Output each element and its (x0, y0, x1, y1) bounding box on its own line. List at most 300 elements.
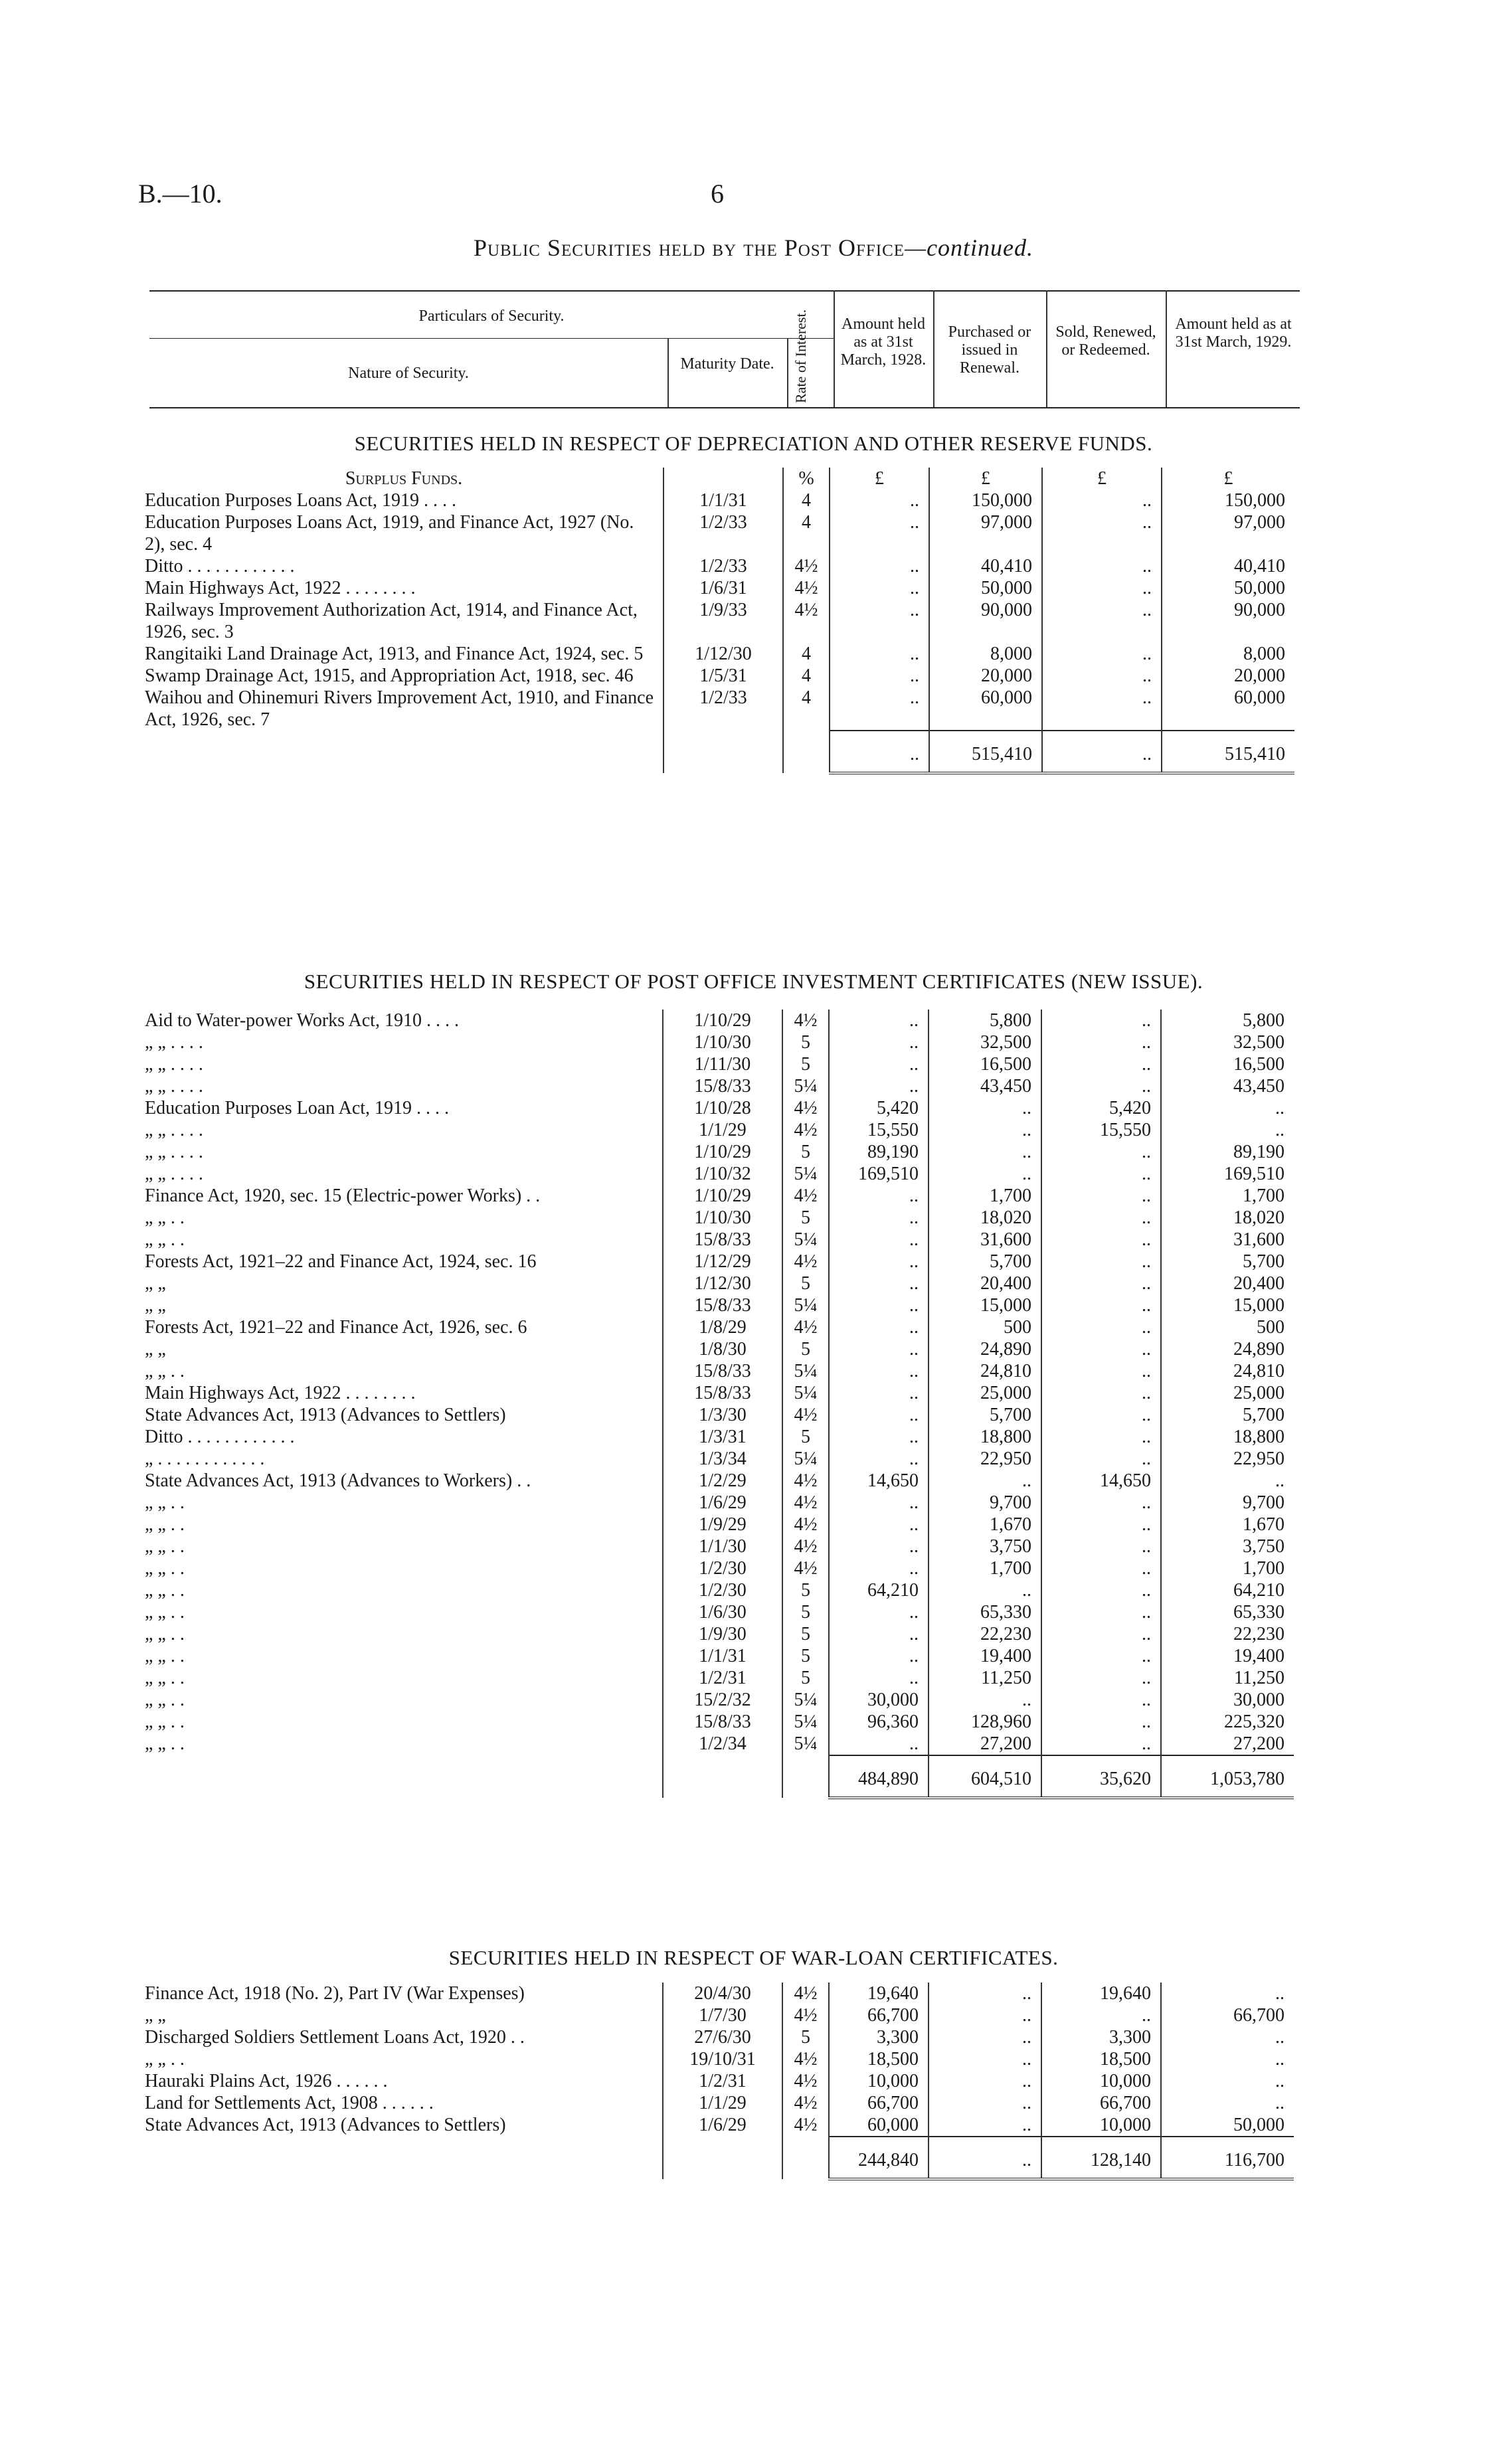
maturity-cell: 1/2/34 (663, 1733, 782, 1755)
nature-cell: State Advances Act, 1913 (Advances to Workers) . . (145, 1470, 531, 1491)
maturity-cell: 1/10/29 (663, 1185, 782, 1207)
maturity-cell: 1/12/30 (664, 643, 783, 665)
table-row (145, 489, 1294, 511)
purchased-cell: .. (929, 1579, 1041, 1601)
nature-cell: „ „ . . (145, 1580, 185, 1601)
purchased-cell: .. (929, 2092, 1041, 2114)
table-row (145, 1470, 1294, 1492)
nature-cell: Discharged Soldiers Settlement Loans Act, 1920 . . (145, 2027, 525, 2048)
held-1928-cell: .. (829, 1075, 929, 1097)
nature-cell: Waihou and Ohinemuri Rivers Improvement Act, 1910, and Finance Act, 1926, sec. 7 (145, 687, 654, 730)
table-row (145, 1689, 1294, 1711)
nature-cell: „ „ . . (145, 1624, 185, 1644)
nature-cell: „ „ . . . . (145, 1032, 203, 1053)
sold-header: Sold, Renewed, or Redeemed. (1055, 323, 1156, 359)
rate-cell: 4½ (782, 1251, 829, 1273)
held-1929-cell: 30,000 (1161, 1689, 1294, 1711)
held-1928-cell: .. (829, 1448, 929, 1470)
nature-cell: „ „ . . . . (145, 1164, 203, 1184)
maturity-cell: 1/6/29 (663, 2114, 782, 2137)
table-row (145, 1404, 1294, 1426)
purchased-cell: 150,000 (929, 489, 1042, 511)
held-1929-cell: 1,700 (1161, 1185, 1294, 1207)
held-1929-cell: 11,250 (1161, 1667, 1294, 1689)
nature-cell: State Advances Act, 1913 (Advances to Settlers) (145, 1405, 506, 1425)
maturity-cell: 1/3/30 (663, 1404, 782, 1426)
purchased-cell: 5,800 (929, 1010, 1041, 1031)
purchased-cell: 25,000 (929, 1382, 1041, 1404)
nature-cell: „ „ . . (145, 1514, 185, 1535)
sold-cell: .. (1041, 1645, 1161, 1667)
held-1928-cell: .. (829, 1514, 929, 1536)
held-1929-cell: 1,700 (1161, 1557, 1294, 1579)
held-1929-cell: 90,000 (1162, 599, 1294, 643)
purchased-cell: 50,000 (929, 577, 1042, 599)
sold-cell: .. (1041, 1207, 1161, 1229)
sold-cell: 3,300 (1041, 2026, 1161, 2048)
nature-cell: Main Highways Act, 1922 . . . . . . . . (145, 1383, 416, 1403)
nature-cell: „ „ . . (145, 2049, 185, 2069)
sold-cell: 10,000 (1041, 2070, 1161, 2092)
purchased-cell: 1,700 (929, 1185, 1041, 1207)
held-1929-cell: 27,200 (1161, 1733, 1294, 1755)
held-1928-cell: .. (829, 1492, 929, 1514)
table-row (145, 1623, 1294, 1645)
table-row (145, 1426, 1294, 1448)
nature-cell: Aid to Water-power Works Act, 1910 . . . . (145, 1010, 459, 1031)
maturity-cell: 1/10/32 (663, 1163, 782, 1185)
nature-cell: „ „ (145, 1295, 166, 1316)
held-1929-cell: 15,000 (1161, 1294, 1294, 1316)
held-1928-cell: 19,640 (829, 1982, 929, 2004)
held-1928-cell: 5,420 (829, 1097, 929, 1119)
table-row (145, 643, 1294, 665)
total-held-1928: 484,890 (829, 1755, 929, 1798)
held-1928-cell: .. (829, 1360, 929, 1382)
purchased-cell: 5,700 (929, 1404, 1041, 1426)
column-header (149, 290, 1300, 408)
table-row (145, 577, 1294, 599)
held-1928-header: Amount held as at 31st March, 1928. (840, 315, 927, 369)
held-1929-cell: 31,600 (1161, 1229, 1294, 1251)
held-1928-cell: .. (830, 687, 929, 731)
rate-cell: 5¼ (782, 1360, 829, 1382)
rate-cell: 4½ (782, 1097, 829, 1119)
nature-cell: „ „ . . . . (145, 1054, 203, 1075)
rate-cell: 5¼ (782, 1448, 829, 1470)
total-sold: 128,140 (1041, 2137, 1161, 2179)
nature-cell: Education Purposes Loans Act, 1919 . . . . (145, 490, 456, 511)
maturity-cell: 27/6/30 (663, 2026, 782, 2048)
table-row (145, 1075, 1294, 1097)
table-row (145, 1338, 1294, 1360)
held-1928-cell: 15,550 (829, 1119, 929, 1141)
table-row (145, 1316, 1294, 1338)
maturity-cell: 15/8/33 (663, 1229, 782, 1251)
nature-cell: Education Purposes Loans Act, 1919, and Finance Act, 1927 (No. 2), sec. 4 (145, 512, 634, 555)
title-continued: —continued. (905, 234, 1034, 261)
rate-cell: 5¼ (782, 1382, 829, 1404)
held-1928-cell: .. (829, 1623, 929, 1645)
rate-cell: 5¼ (782, 1711, 829, 1733)
maturity-cell: 1/10/28 (663, 1097, 782, 1119)
purchased-cell: .. (929, 2070, 1041, 2092)
maturity-cell: 1/2/31 (663, 2070, 782, 2092)
sold-cell: .. (1041, 1733, 1161, 1755)
table-row (145, 2114, 1294, 2137)
sold-cell: .. (1041, 1251, 1161, 1273)
held-1929-cell: 43,450 (1161, 1075, 1294, 1097)
nature-cell: Hauraki Plains Act, 1926 . . . . . . (145, 2071, 388, 2091)
held-1928-cell: 18,500 (829, 2048, 929, 2070)
section1-title: SECURITIES HELD IN RESPECT OF DEPRECIATION AND OTHER RESERVE FUNDS. (354, 432, 1153, 455)
maturity-cell: 1/2/33 (664, 511, 783, 555)
total-sold: 35,620 (1041, 1755, 1161, 1798)
rate-cell: 5¼ (782, 1294, 829, 1316)
nature-cell: Ditto . . . . . . . . . . . . (145, 556, 295, 576)
table-row (145, 1273, 1294, 1294)
purchased-cell: 8,000 (929, 643, 1042, 665)
purchased-cell: 128,960 (929, 1711, 1041, 1733)
maturity-cell: 1/6/31 (664, 577, 783, 599)
nature-cell: „ „ . . (145, 1229, 185, 1250)
held-1928-cell: .. (830, 665, 929, 687)
held-1928-cell: 60,000 (829, 2114, 929, 2137)
rate-cell: 5 (782, 1053, 829, 1075)
nature-cell: „ . . . . . . . . . . . . (145, 1449, 265, 1469)
rate-cell: 4½ (782, 1557, 829, 1579)
held-1929-cell: .. (1161, 1982, 1294, 2004)
held-1929-cell: 18,020 (1161, 1207, 1294, 1229)
held-1928-cell: .. (829, 1273, 929, 1294)
total-held-1929: 1,053,780 (1161, 1755, 1294, 1798)
sold-cell: .. (1041, 1031, 1161, 1053)
unit-rate: % (783, 468, 830, 489)
maturity-cell: 1/10/29 (663, 1010, 782, 1031)
unit-held-1929: £ (1162, 468, 1294, 489)
rate-cell: 5¼ (782, 1229, 829, 1251)
sold-cell: .. (1041, 1338, 1161, 1360)
page-title (0, 234, 1507, 262)
held-1929-cell: 25,000 (1161, 1382, 1294, 1404)
nature-cell: „ „ (145, 1273, 166, 1294)
purchased-cell: .. (929, 2004, 1041, 2026)
table-row (145, 599, 1294, 643)
purchased-cell: 22,950 (929, 1448, 1041, 1470)
held-1929-cell: 24,890 (1161, 1338, 1294, 1360)
table-row (145, 1492, 1294, 1514)
nature-cell: Finance Act, 1918 (No. 2), Part IV (War Expenses) (145, 1983, 525, 2004)
total-held-1928: .. (830, 731, 929, 773)
purchased-cell: 11,250 (929, 1667, 1041, 1689)
nature-cell: Swamp Drainage Act, 1915, and Appropriation Act, 1918, sec. 46 (145, 665, 634, 686)
sold-cell: .. (1041, 1316, 1161, 1338)
table-row (145, 1645, 1294, 1667)
sold-cell: .. (1041, 1163, 1161, 1185)
total-held-1929: 116,700 (1161, 2137, 1294, 2179)
rate-cell: 4½ (782, 2092, 829, 2114)
total-held-1928: 244,840 (829, 2137, 929, 2179)
maturity-cell: 1/6/30 (663, 1601, 782, 1623)
total-sold: .. (1042, 731, 1162, 773)
unit-sold: £ (1042, 468, 1162, 489)
section2-table (145, 1010, 1294, 1799)
rate-cell: 5¼ (782, 1733, 829, 1755)
held-1929-cell: 32,500 (1161, 1031, 1294, 1053)
sold-cell: .. (1041, 1711, 1161, 1733)
nature-cell: „ „ . . . . (145, 1120, 203, 1140)
purchased-cell: 22,230 (929, 1623, 1041, 1645)
table-row (145, 1229, 1294, 1251)
held-1928-cell: .. (829, 1251, 929, 1273)
nature-header: Nature of Security. (348, 365, 469, 382)
held-1929-cell: 64,210 (1161, 1579, 1294, 1601)
purchased-cell: 20,400 (929, 1273, 1041, 1294)
maturity-cell: 1/2/30 (663, 1557, 782, 1579)
held-1929-cell: 3,750 (1161, 1536, 1294, 1557)
held-1929-cell: 40,410 (1162, 555, 1294, 577)
maturity-cell: 1/7/30 (663, 2004, 782, 2026)
nature-cell: Education Purposes Loan Act, 1919 . . . . (145, 1098, 450, 1118)
purchased-cell: .. (929, 1982, 1041, 2004)
table-row (145, 511, 1294, 555)
rate-cell: 5 (782, 1031, 829, 1053)
held-1928-cell: .. (829, 1536, 929, 1557)
maturity-cell: 15/2/32 (663, 1689, 782, 1711)
held-1929-cell: 5,700 (1161, 1404, 1294, 1426)
rate-cell: 4½ (782, 1010, 829, 1031)
held-1929-cell: .. (1161, 1119, 1294, 1141)
purchased-cell: 9,700 (929, 1492, 1041, 1514)
table-row (145, 1448, 1294, 1470)
rate-cell: 4½ (782, 1982, 829, 2004)
table-row (145, 1360, 1294, 1382)
sold-cell: 15,550 (1041, 1119, 1161, 1141)
held-1928-cell: .. (829, 1316, 929, 1338)
rate-cell: 4½ (782, 2048, 829, 2070)
held-1928-cell: .. (829, 1733, 929, 1755)
rate-cell: 4½ (782, 1404, 829, 1426)
table-row (145, 1711, 1294, 1733)
purchased-cell: 1,700 (929, 1557, 1041, 1579)
table-row (145, 1141, 1294, 1163)
rate-cell: 4½ (782, 1119, 829, 1141)
held-1928-cell: 169,510 (829, 1163, 929, 1185)
purchased-cell: 20,000 (929, 665, 1042, 687)
section2-title: SECURITIES HELD IN RESPECT OF POST OFFICE INVESTMENT CERTIFICATES (NEW ISSUE). (304, 970, 1203, 993)
rate-cell: 4½ (782, 1470, 829, 1492)
sold-cell: .. (1041, 1601, 1161, 1623)
rate-cell: 5¼ (782, 1163, 829, 1185)
table-row (145, 687, 1294, 731)
held-1928-cell: .. (830, 511, 929, 555)
sold-cell: 19,640 (1041, 1982, 1161, 2004)
table-row (145, 1097, 1294, 1119)
nature-cell: Land for Settlements Act, 1908 . . . . . . (145, 2093, 434, 2113)
maturity-cell: 1/2/29 (663, 1470, 782, 1492)
rate-cell: 5 (782, 1601, 829, 1623)
table-row (145, 1536, 1294, 1557)
held-1928-cell: .. (830, 577, 929, 599)
maturity-cell: 1/1/30 (663, 1536, 782, 1557)
table-row (145, 1119, 1294, 1141)
section3-table (145, 1982, 1294, 2180)
maturity-cell: 1/6/29 (663, 1492, 782, 1514)
held-1929-cell: .. (1161, 1470, 1294, 1492)
maturity-cell: 1/2/33 (664, 555, 783, 577)
table-row (145, 665, 1294, 687)
rate-cell: 4 (783, 665, 830, 687)
sold-cell: .. (1042, 665, 1162, 687)
maturity-cell: 1/8/29 (663, 1316, 782, 1338)
held-1928-cell: .. (829, 1053, 929, 1075)
title-main: Public Securities held by the Post Office (473, 234, 905, 261)
purchased-cell: 19,400 (929, 1645, 1041, 1667)
table-row (145, 2004, 1294, 2026)
rate-cell: 5¼ (782, 1075, 829, 1097)
purchased-cell: 5,700 (929, 1251, 1041, 1273)
maturity-cell: 1/8/30 (663, 1338, 782, 1360)
rate-cell: 4½ (782, 2004, 829, 2026)
rate-cell: 5 (782, 1207, 829, 1229)
nature-cell: „ „ . . (145, 1207, 185, 1228)
maturity-cell: 1/10/29 (663, 1141, 782, 1163)
purchased-header: Purchased or issued in Renewal. (948, 323, 1031, 377)
rate-cell: 4 (783, 511, 830, 555)
nature-cell: „ „ . . (145, 1690, 185, 1710)
total-row (145, 1755, 1294, 1798)
held-1929-cell: 65,330 (1161, 1601, 1294, 1623)
maturity-cell: 15/8/33 (663, 1360, 782, 1382)
nature-cell: Rangitaiki Land Drainage Act, 1913, and Finance Act, 1924, sec. 5 (145, 644, 644, 664)
held-1929-cell: 150,000 (1162, 489, 1294, 511)
rate-cell: 4½ (782, 1185, 829, 1207)
maturity-cell: 1/9/33 (664, 599, 783, 643)
sold-cell: .. (1041, 1426, 1161, 1448)
sold-cell: .. (1041, 1294, 1161, 1316)
rate-cell: 5 (782, 2026, 829, 2048)
purchased-cell: .. (929, 2114, 1041, 2137)
sold-cell: 5,420 (1041, 1097, 1161, 1119)
held-1928-cell: .. (829, 1185, 929, 1207)
held-1928-cell: .. (829, 1294, 929, 1316)
held-1929-cell: 5,800 (1161, 1010, 1294, 1031)
held-1929-cell: 16,500 (1161, 1053, 1294, 1075)
held-1929-cell: .. (1161, 2048, 1294, 2070)
held-1928-cell: 96,360 (829, 1711, 929, 1733)
rate-cell: 4 (783, 643, 830, 665)
nature-cell: „ „ . . (145, 1361, 185, 1381)
purchased-cell: 27,200 (929, 1733, 1041, 1755)
held-1928-cell: .. (829, 1338, 929, 1360)
held-1929-cell: 22,230 (1161, 1623, 1294, 1645)
purchased-cell: 15,000 (929, 1294, 1041, 1316)
purchased-cell: 500 (929, 1316, 1041, 1338)
page-number: 6 (711, 179, 724, 209)
maturity-cell: 15/8/33 (663, 1075, 782, 1097)
maturity-cell: 15/8/33 (663, 1294, 782, 1316)
sold-cell: .. (1042, 687, 1162, 731)
purchased-cell: 65,330 (929, 1601, 1041, 1623)
table-row (145, 1982, 1294, 2004)
particulars-header: Particulars of Security. (418, 308, 565, 325)
held-1928-cell: .. (830, 643, 929, 665)
maturity-cell: 1/1/31 (663, 1645, 782, 1667)
purchased-cell: .. (929, 1097, 1041, 1119)
held-1928-cell: .. (829, 1404, 929, 1426)
table-row (145, 1163, 1294, 1185)
held-1929-cell: 1,670 (1161, 1514, 1294, 1536)
held-1929-cell: 9,700 (1161, 1492, 1294, 1514)
purchased-cell: 16,500 (929, 1053, 1041, 1075)
section1-table (145, 468, 1294, 774)
rate-header: Rate of Interest. (792, 309, 809, 403)
held-1928-cell: .. (830, 599, 929, 643)
purchased-cell: 60,000 (929, 687, 1042, 731)
held-1928-cell: .. (829, 1601, 929, 1623)
purchased-cell: .. (929, 1163, 1041, 1185)
maturity-cell: 1/1/31 (664, 489, 783, 511)
maturity-header: Maturity Date. (680, 355, 774, 373)
purchased-cell: 97,000 (929, 511, 1042, 555)
table-row (145, 1382, 1294, 1404)
purchased-cell: 18,020 (929, 1207, 1041, 1229)
held-1929-cell: 18,800 (1161, 1426, 1294, 1448)
table-row (145, 2048, 1294, 2070)
held-1929-header: Amount held as at 31st March, 1929. (1175, 315, 1292, 351)
sold-cell: 14,650 (1041, 1470, 1161, 1492)
held-1928-cell: .. (829, 1031, 929, 1053)
purchased-cell: .. (929, 1470, 1041, 1492)
held-1928-cell: .. (829, 1645, 929, 1667)
table-row (145, 1579, 1294, 1601)
rate-cell: 5 (782, 1645, 829, 1667)
held-1928-cell: .. (829, 1229, 929, 1251)
sold-cell: .. (1041, 1141, 1161, 1163)
table-row (145, 1601, 1294, 1623)
sold-cell: .. (1041, 1689, 1161, 1711)
sold-cell: .. (1041, 1273, 1161, 1294)
nature-cell: Ditto . . . . . . . . . . . . (145, 1427, 295, 1447)
nature-cell: Main Highways Act, 1922 . . . . . . . . (145, 578, 416, 598)
purchased-cell: .. (929, 2048, 1041, 2070)
sold-cell: .. (1041, 1667, 1161, 1689)
nature-cell: „ „ . . (145, 1712, 185, 1732)
rate-cell: 4½ (782, 1536, 829, 1557)
held-1929-cell: 24,810 (1161, 1360, 1294, 1382)
table-row (145, 1031, 1294, 1053)
purchased-cell: 1,670 (929, 1514, 1041, 1536)
table-row (145, 555, 1294, 577)
rate-cell: 4½ (782, 1492, 829, 1514)
table-row (145, 1733, 1294, 1755)
sold-cell: 10,000 (1041, 2114, 1161, 2137)
rate-cell: 4½ (782, 1514, 829, 1536)
maturity-cell: 1/9/29 (663, 1514, 782, 1536)
held-1929-cell: 19,400 (1161, 1645, 1294, 1667)
sold-cell: .. (1042, 643, 1162, 665)
maturity-cell: 1/10/30 (663, 1031, 782, 1053)
total-purchased: 515,410 (929, 731, 1042, 773)
purchased-cell: 18,800 (929, 1426, 1041, 1448)
held-1928-cell: 3,300 (829, 2026, 929, 2048)
nature-cell: Forests Act, 1921–22 and Finance Act, 1926, sec. 6 (145, 1317, 527, 1338)
held-1929-cell: .. (1161, 2026, 1294, 2048)
purchased-cell: .. (929, 1689, 1041, 1711)
held-1929-cell: 5,700 (1161, 1251, 1294, 1273)
held-1929-cell: .. (1161, 2070, 1294, 2092)
held-1929-cell: 66,700 (1161, 2004, 1294, 2026)
